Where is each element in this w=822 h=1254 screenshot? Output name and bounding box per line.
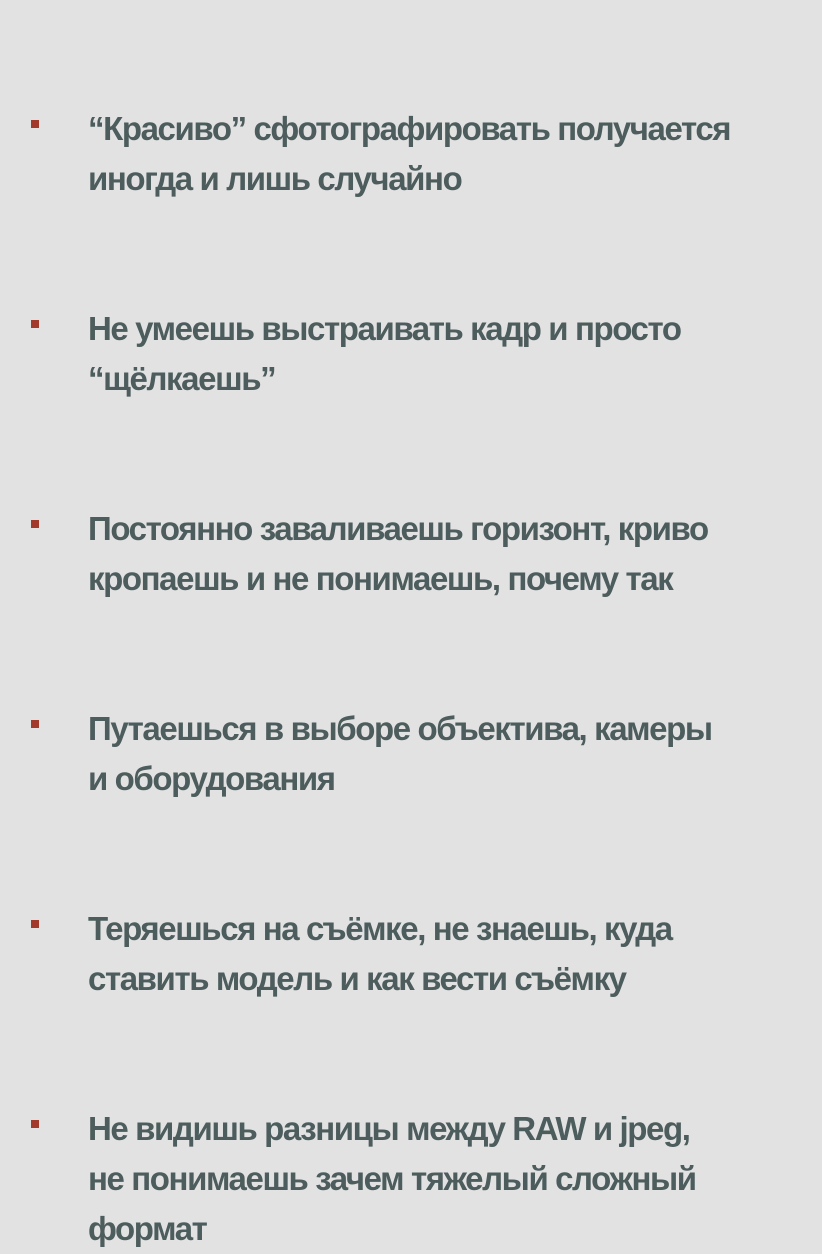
list-item xyxy=(0,904,822,1004)
problem-list xyxy=(0,104,822,1254)
bullet-marker xyxy=(31,920,39,928)
bullet-marker xyxy=(31,720,39,728)
list-item xyxy=(0,704,822,804)
list-item-text xyxy=(88,904,792,1004)
list-item-line: и оборудования xyxy=(88,760,335,797)
list-item-text xyxy=(88,104,792,204)
list-item-line: Теряешься на съёмке, не знаешь, куда xyxy=(88,910,672,947)
list-item-line: формат xyxy=(88,1210,207,1247)
bullet-marker xyxy=(31,520,39,528)
list-item-text xyxy=(88,704,792,804)
list-item-text xyxy=(88,1104,792,1254)
list-item-line: Путаешься в выборе объектива, камеры xyxy=(88,710,712,747)
list-item-line: “Красиво” сфотографировать получается xyxy=(88,110,731,147)
bullet-marker xyxy=(31,120,39,128)
bullet-marker xyxy=(31,320,39,328)
list-item-line: иногда и лишь случайно xyxy=(88,160,462,197)
list-item-line: не понимаешь зачем тяжелый сложный xyxy=(88,1160,696,1197)
list-item-line: Постоянно заваливаешь горизонт, криво xyxy=(88,510,708,547)
list-item-line: кропаешь и не понимаешь, почему так xyxy=(88,560,673,597)
list-item-line: “щёлкаешь” xyxy=(88,360,276,397)
list-item-line: ставить модель и как вести съёмку xyxy=(88,960,626,997)
list-item-line: Не видишь разницы между RAW и jpeg, xyxy=(88,1110,690,1147)
list-item-line: Не умеешь выстраивать кадр и просто xyxy=(88,310,681,347)
list-item-text xyxy=(88,504,792,604)
list-item-text xyxy=(88,304,792,404)
bullet-marker xyxy=(31,1120,39,1128)
list-item xyxy=(0,104,822,204)
list-item xyxy=(0,504,822,604)
list-item xyxy=(0,304,822,404)
list-item xyxy=(0,1104,822,1254)
